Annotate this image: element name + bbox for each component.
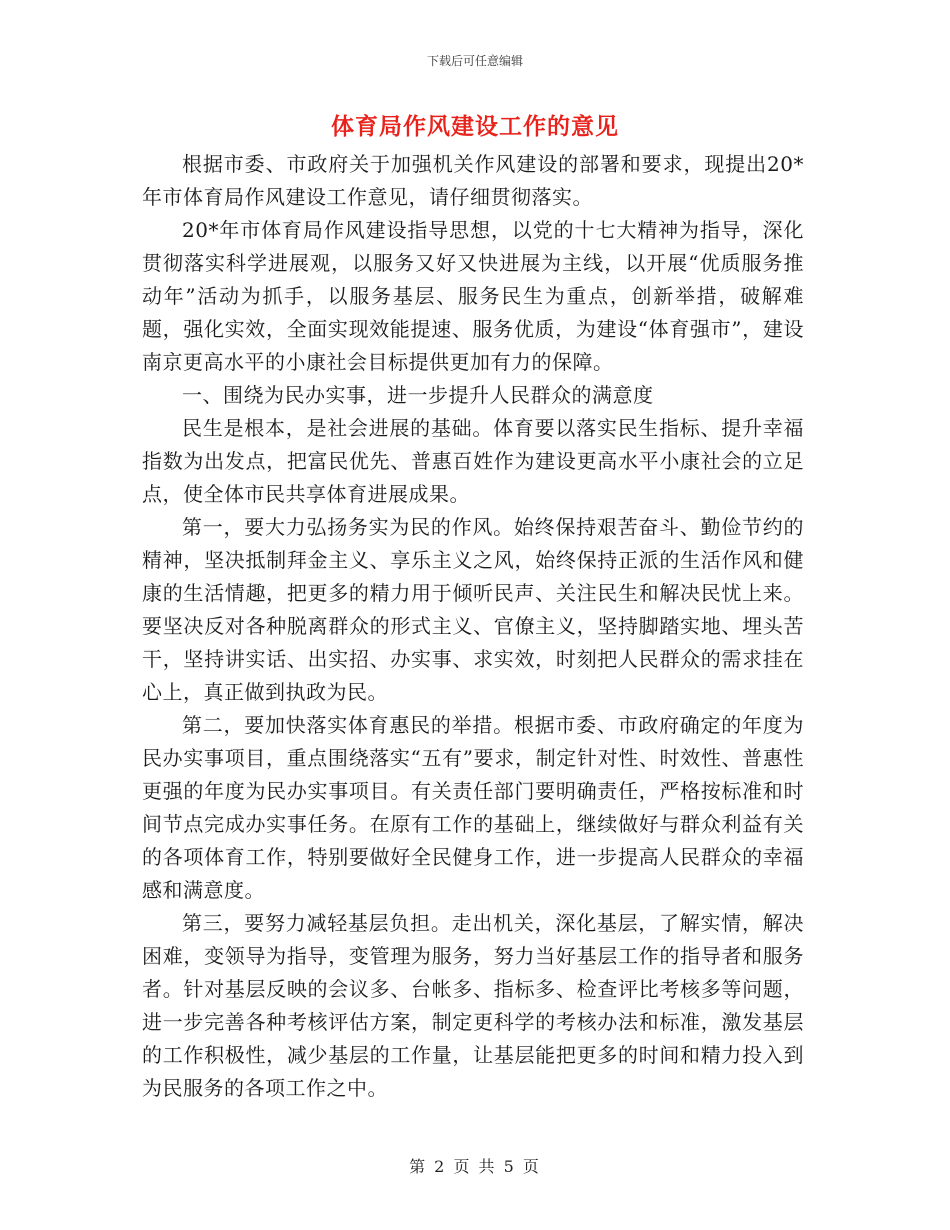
paragraph-intro: 根据市委、市政府关于加强机关作风建设的部署和要求，现提出20*年市体育局作风建设工作意见，请仔细贯彻落实。 — [142, 152, 804, 209]
paragraph-livelihood: 民生是根本，是社会进展的基础。体育要以落实民生指标、提升幸福指数为出发点，把富民优先、普惠百姓作为建设更高水平小康社会的立足点，使全体市民共享体育进展成果。 — [142, 416, 804, 506]
section-heading-1: 一、围绕为民办实事，进一步提升人民群众的满意度 — [182, 383, 654, 407]
paragraph-guiding-thought: 20*年市体育局作风建设指导思想，以党的十七大精神为指导，深化贯彻落实科学进展观，以服务又好又快进展为主线，以开展“优质服务推动年”活动为抓手，以服务基层、服务民生为重点，创新举措，破解难题，强化实效，全面实现效能提速、服务优质，为建设“体育强市”，建设南京更高水平的小康社会目标提供更加有力的保障。 — [142, 218, 804, 374]
document-title: 体育局作风建设工作的意见 — [331, 113, 619, 140]
paragraph-third: 第三，要努力减轻基层负担。走出机关，深化基层，了解实情，解决困难，变领导为指导，变管理为服务，努力当好基层工作的指导者和服务者。针对基层反映的会议多、台帐多、指标多、检查评比考核多等问题，进一步完善各种考核评估方案，制定更科学的考核办法和标准，激发基层的工作积极性，减少基层的工作量，让基层能把更多的时间和精力投入到为民服务的各项工作之中。 — [142, 911, 804, 1100]
header-note: 下载后可任意编辑 — [426, 54, 523, 68]
paragraph-first: 第一，要大力弘扬务实为民的作风。始终保持艰苦奋斗、勤俭节约的精神，坚决抵制拜金主义、享乐主义之风，始终保持正派的生活作风和健康的生活情趣，把更多的精力用于倾听民声、关注民生和解决民忧上来。要坚决反对各种脱离群众的形式主义、官僚主义，坚持脚踏实地、埋头苦干，坚持讲实话、出实招、办实事、求实效，时刻把人民群众的需求挂在心上，真正做到执政为民。 — [142, 515, 804, 704]
page-number: 第 2 页 共 5 页 — [409, 1157, 541, 1176]
document-body — [142, 148, 804, 1105]
paragraph-second: 第二，要加快落实体育惠民的举措。根据市委、市政府确定的年度为民办实事项目，重点围绕落实“五有”要求，制定针对性、时效性、普惠性更强的年度为民办实事项目。有关责任部门要明确责任，严格按标准和时间节点完成办实事任务。在原有工作的基础上，继续做好与群众利益有关的各项体育工作，特别要做好全民健身工作，进一步提高人民群众的幸福感和满意度。 — [142, 713, 804, 902]
